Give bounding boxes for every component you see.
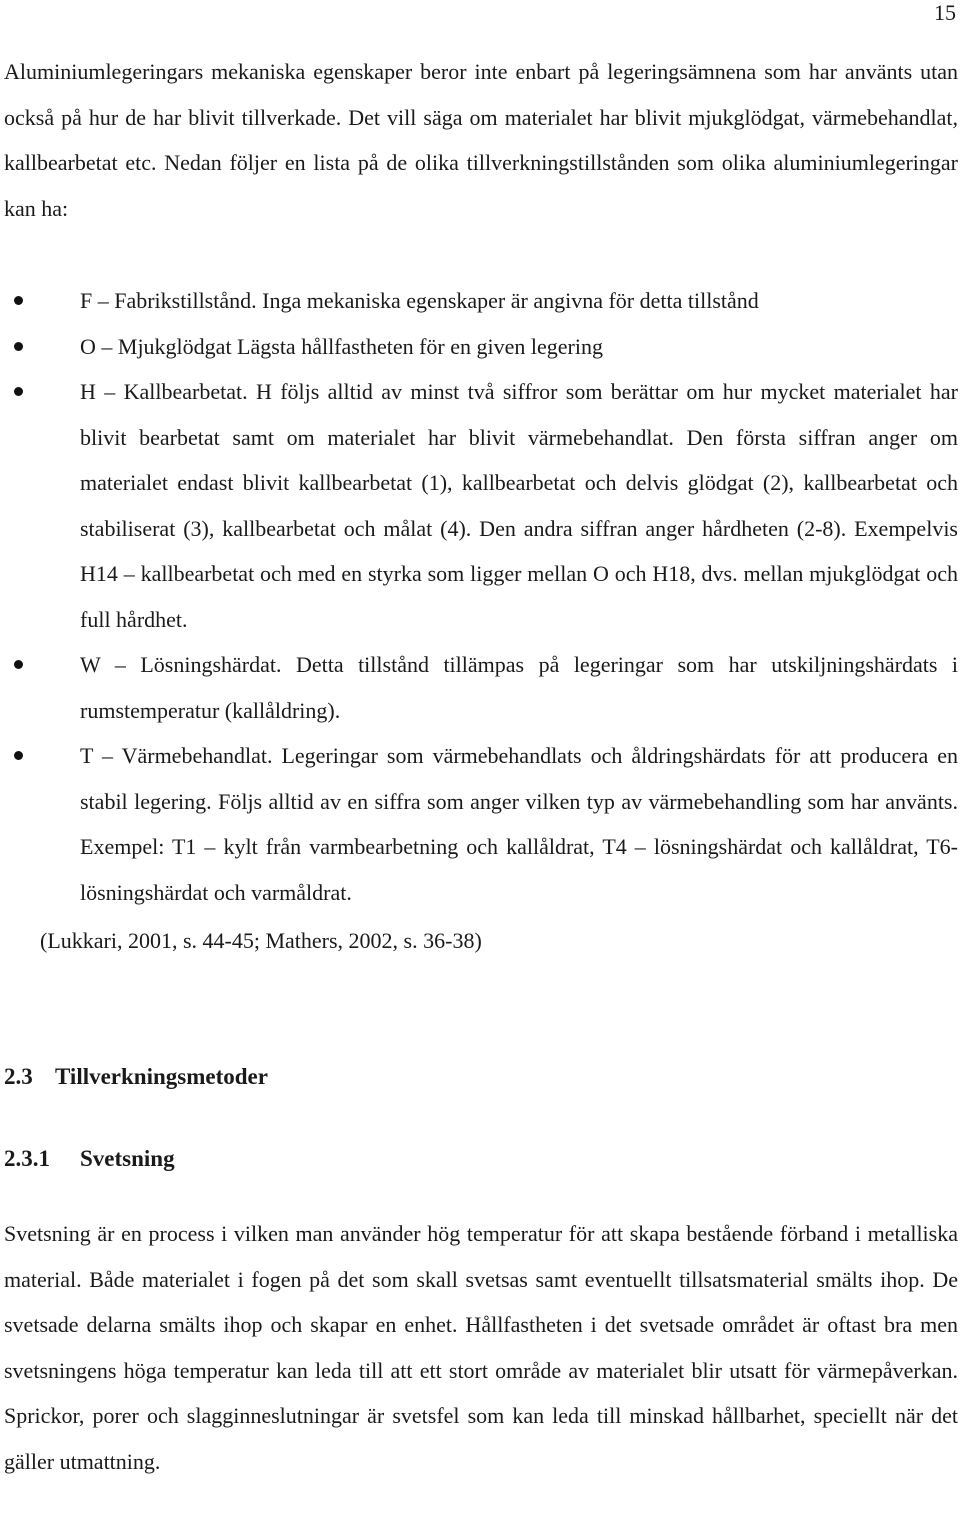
bullet-icon xyxy=(14,660,23,669)
bullet-icon xyxy=(14,751,23,760)
list-item-text: O – Mjukglödgat Lägsta hållfastheten för en given legering xyxy=(80,333,603,359)
citation: (Lukkari, 2001, s. 44-45; Mathers, 2002, s. 36-38) xyxy=(40,928,482,953)
bullet-icon xyxy=(14,387,23,396)
subsection-title: Svetsning xyxy=(80,1146,175,1171)
bullet-icon xyxy=(14,296,23,305)
list-item-text: H – Kallbearbetat. H följs alltid av minst två siffror som berättar om hur mycket materialet har blivit bearbetat samt om materialet har blivit värmebehandlat. Den första siffran anger om materialet endast blivit kallbearbetat (1), kallbearbetat och delvis glödgat (2), kallbearbetat och stabiliserat (3), kallbearbetat och målat (4). Den andra siffran anger hårdheten (2-8). Exempelvis H14 – kallbearbetat och med en styrka som ligger mellan O och H18, dvs. mellan mjukglödgat och full hårdhet. xyxy=(80,379,958,632)
section-number: 2.3 xyxy=(4,1064,33,1089)
list-item xyxy=(0,278,958,324)
list-item-text: F – Fabrikstillstånd. Inga mekaniska egenskaper är angivna för detta tillstånd xyxy=(80,288,759,313)
temper-designation-list xyxy=(0,278,958,915)
bullet-icon xyxy=(14,342,23,351)
intro-paragraph: Aluminiumlegeringars mekaniska egenskaper beror inte enbart på legeringsämnena som har använts utan också på hur de har blivit tillverkade. Det vill säga om materialet har blivit mjukglödgat, värmebehandlat, kallbearbetat etc. Nedan följer en lista på de olika tillverkningstillstånden som olika aluminiumlegeringar kan ha: xyxy=(4,59,958,221)
list-item-text: W – Lösningshärdat. Detta tillstånd tillämpas på legeringar som har utskiljningshärdats i rumstemperatur (kallåldring). xyxy=(80,652,958,723)
list-item-text: T – Värmebehandlat. Legeringar som värmebehandlats och åldringshärdats för att producera en stabil legering. Följs alltid av en siffra som anger vilken typ av värmebehandling som har använts. Exempel: T1 – kylt från varmbearbetning och kallåldrat, T4 – lösningshärdat och kallåldrat, T6- lösningshärdat och varmåldrat. xyxy=(80,743,958,905)
section-title: Tillverkningsmetoder xyxy=(55,1064,268,1089)
list-item xyxy=(0,642,958,733)
page-number: 15 xyxy=(934,0,956,25)
subsection-number: 2.3.1 xyxy=(4,1146,50,1171)
list-item xyxy=(0,733,958,915)
svetsning-paragraph: Svetsning är en process i vilken man använder hög temperatur för att skapa bestående förband i metalliska material. Både materialet i fogen på det som skall svetsas samt eventuellt tillsatsmaterial smälts ihop. De svetsade delarna smälts ihop och skapar en enhet. Hållfastheten i det svetsade området är oftast bra men svetsningens höga temperatur kan leda till att ett stort område av materialet blir utsatt för värmepåverkan. Sprickor, porer och slagginneslutningar är svetsfel som kan leda till minskad hållbarhet, speciellt när det gäller utmattning. xyxy=(4,1221,958,1474)
section-heading xyxy=(4,1062,268,1092)
list-item xyxy=(0,324,958,370)
subsection-heading xyxy=(4,1144,175,1174)
list-item xyxy=(0,369,958,642)
